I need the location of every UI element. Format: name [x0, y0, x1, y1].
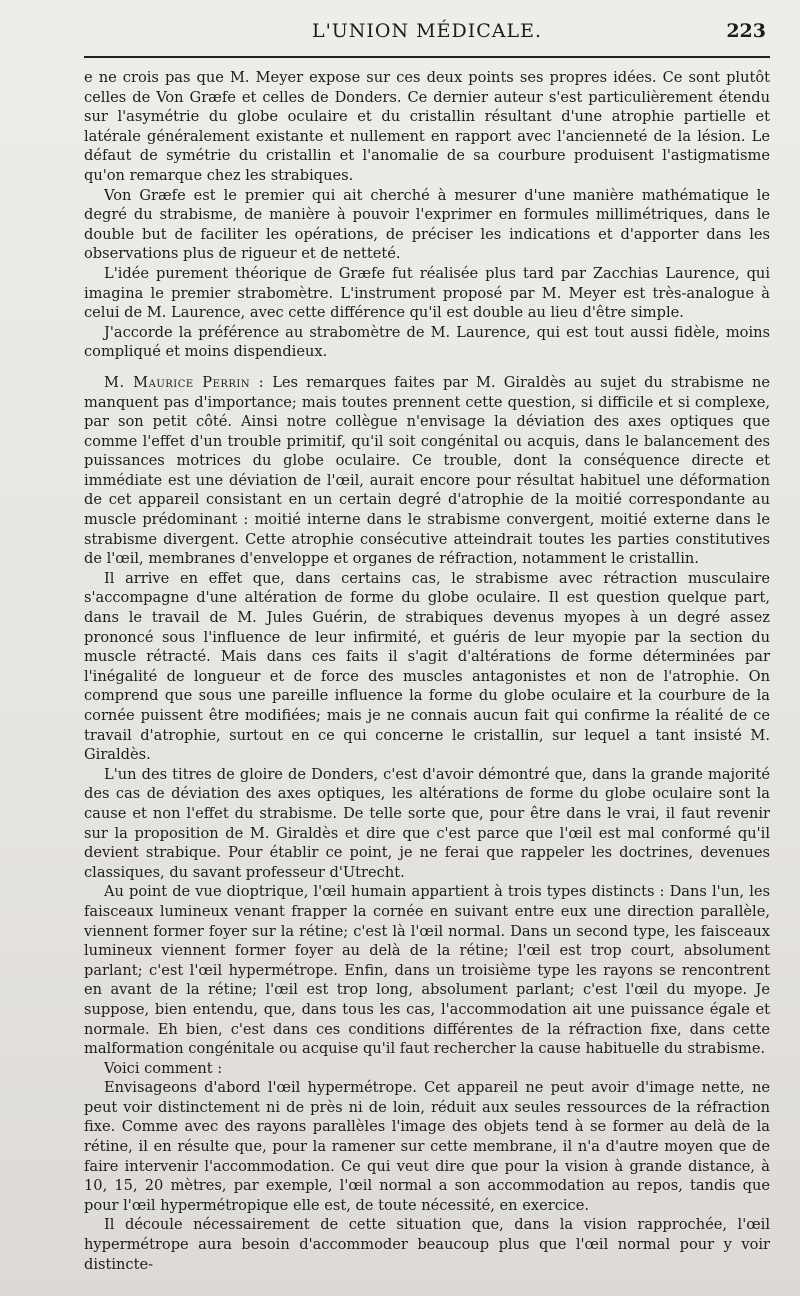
speaker-name: M. Maurice Perrin :	[104, 373, 265, 391]
running-head	[84, 18, 770, 58]
paragraph-text: Les remarques faites par M. Giraldès au sujet du strabisme ne manquent pas d'importance; mais toutes prennent cette question, si difficile et si complexe, par son petit côté. Ainsi notre collègue n'envisage la déviation des axes optiques que comme l'effet d'un trouble primitif, qu'il soit congénital ou acquis, dans le balancement des puissances motrices du globe oculaire. Ce trouble, dont la conséquence directe et immédiate est une déviation de l'œil, aurait encore pour résultat habituel une déformation de cet appareil consistant en un certain degré d'atrophie de la moitié correspondante au muscle prédominant : moitié interne dans le strabisme convergent, moitié externe dans le strabisme divergent. Cette atrophie consécutive atteindrait toutes les parties constitutives de l'œil, membranes d'enveloppe et organes de réfraction, notamment le cristallin.	[84, 373, 770, 568]
paragraph: e ne crois pas que M. Meyer expose sur ces deux points ses propres idées. Ce sont plutôt celles de Von Græfe et celles de Donders. Ce dernier auteur s'est particulièrement étendu sur l'asymétrie du globe oculaire et du cristallin résultant d'une atrophie partielle et latérale généralement existante et nullement en rapport avec l'ancienneté de la lésion. Le défaut de symétrie du cristallin et l'anomalie de sa courbure produisent l'astigmatisme qu'on remarque chez les strabiques.	[84, 69, 770, 184]
paragraph: Il arrive en effet que, dans certains cas, le strabisme avec rétraction musculaire s'accompagne d'une altération de forme du globe oculaire. Il est question quelque part, dans le travail de M. Jules Guérin, de strabiques devenus myopes à un degré assez prononcé sous l'influence de leur infirmité, et guéris de leur myopie par la section du muscle rétracté. Mais dans ces faits il s'agit d'altérations de forme déterminées par l'inégalité de longueur et de force des muscles antagonistes et non de l'atrophie. On comprend que sous une pareille influence la forme du globe oculaire et la courbure de la cornée puissent être modifiées; mais je ne connais aucun fait qui confirme la réalité de ce travail d'atrophie, surtout en ce qui concerne le cristallin, sur lequel a tant insisté M. Giraldès.	[84, 569, 770, 764]
paragraph: L'un des titres de gloire de Donders, c'est d'avoir démontré que, dans la grande majorité des cas de déviation des axes optiques, les altérations de forme du globe oculaire sont la cause et non l'effet du strabisme. De telle sorte que, pour être dans le vrai, il faut revenir sur la proposition de M. Giraldès et dire que c'est parce que l'œil est mal conformé qu'il devient strabique. Pour établir ce point, je ne ferai que rappeler les doctrines, devenues classiques, du savant professeur d'Utrecht.	[84, 765, 770, 881]
article-body	[84, 68, 770, 1274]
paragraph: Au point de vue dioptrique, l'œil humain appartient à trois types distincts : Dans l'un, les faisceaux lumineux venant frapper la cornée en suivant entre eux une direction parallèle, viennent former foyer sur la rétine; c'est là l'œil normal. Dans un second type, les faisceaux lumineux viennent former foyer au delà de la rétine; l'œil est trop court, absolument parlant; c'est l'œil hypermétrope. Enfin, dans un troisième type les rayons se rencontrent en avant de la rétine; l'œil est trop long, absolument parlant; c'est l'œil du myope. Je suppose, bien entendu, que, dans tous les cas, l'accommodation ait une puissance égale et normale. Eh bien, c'est dans ces conditions différentes de la réfraction fixe, dans cette malformation congénitale ou acquise qu'il faut rechercher la cause habituelle du strabisme.	[84, 883, 770, 1058]
page-number: 223	[726, 20, 766, 42]
journal-title: L'UNION MÉDICALE.	[311, 20, 543, 42]
paragraph: Envisageons d'abord l'œil hypermétrope. Cet appareil ne peut avoir d'image nette, ne peut voir distinctement ni de près ni de loin, réduit aux seules ressources de la réfraction fixe. Comme avec des rayons parallèles l'image des objets tend à se former au delà de la rétine, il en résulte que, pour la ramener sur cette membrane, il n'a d'autre moyen que de faire intervenir l'accommodation. Ce qui veut dire que pour la vision à grande distance, à 10, 15, 20 mètres, par exemple, l'œil normal a son accommodation au repos, tandis que pour l'œil hypermétropique elle est, de toute nécessité, en exercice.	[84, 1079, 770, 1214]
paragraph: Voici comment :	[104, 1059, 223, 1077]
paragraph: Von Græfe est le premier qui ait cherché à mesurer d'une manière mathématique le degré du strabisme, de manière à pouvoir l'exprimer en formules millimétriques, dans le double but de faciliter les opérations, de préciser les indications et d'apporter dans les observations plus de rigueur et de netteté.	[84, 186, 770, 263]
speaker-paragraph	[84, 373, 770, 569]
paragraph: Il découle nécessairement de cette situation que, dans la vision rapprochée, l'œil hypermétrope aura besoin d'accommoder beaucoup plus que l'œil normal pour y voir distincte-	[84, 1216, 770, 1273]
paragraph: L'idée purement théorique de Græfe fut réalisée plus tard par Zacchias Laurence, qui imagina le premier strabomètre. L'instrument proposé par M. Meyer est très-analogue à celui de M. Laurence, avec cette différence qu'il est double au lieu d'être simple.	[84, 264, 770, 322]
paragraph: J'accorde la préférence au strabomètre de M. Laurence, qui est tout aussi fidèle, moins compliqué et moins dispendieux.	[84, 323, 770, 361]
